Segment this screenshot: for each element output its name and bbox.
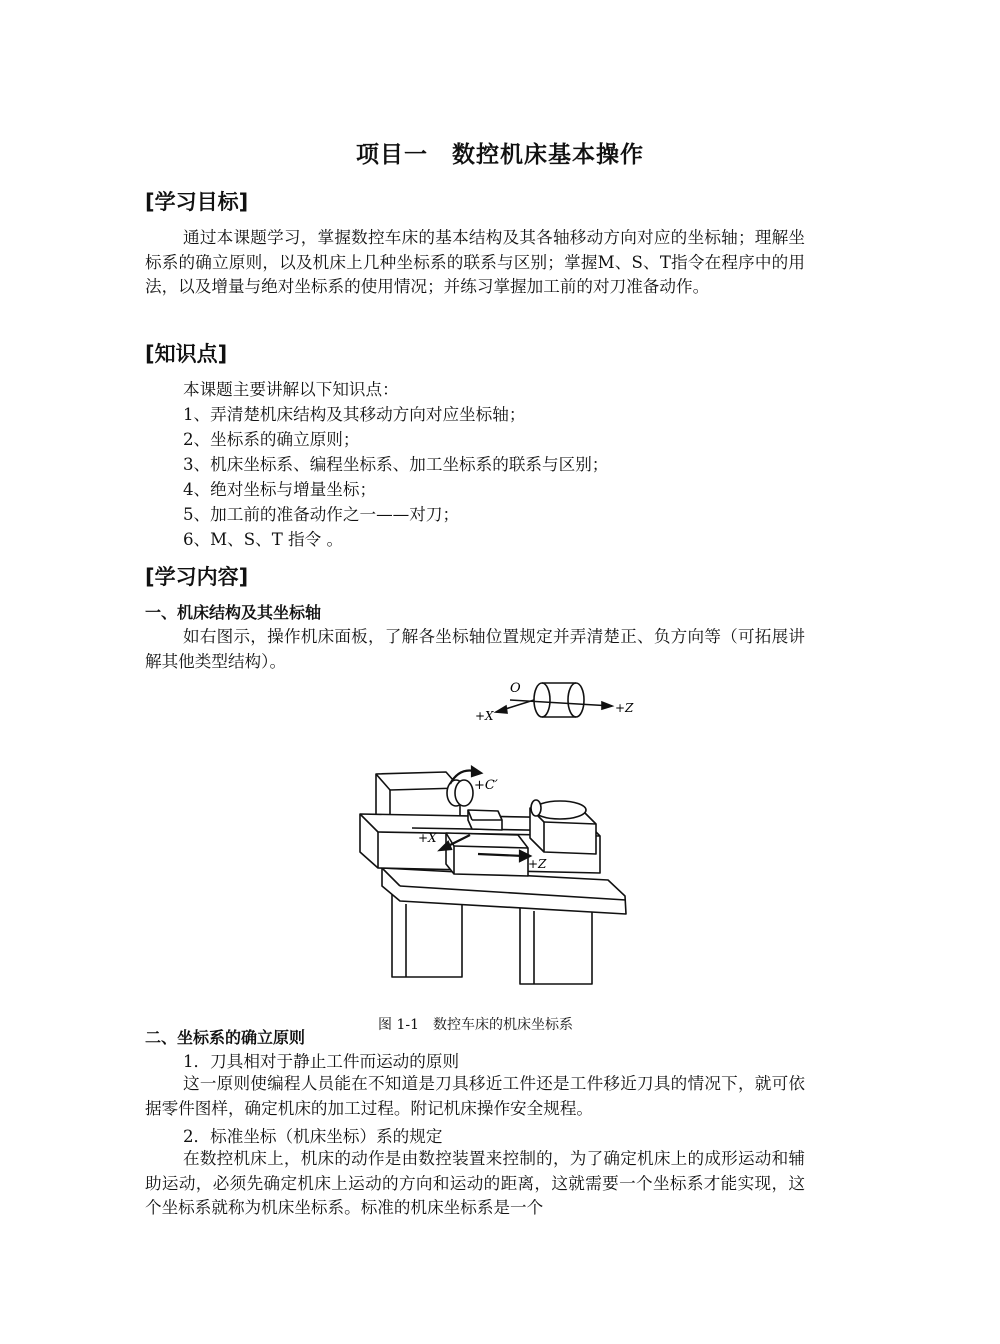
- page-title: 项目一 数控机床基本操作: [356, 142, 644, 168]
- part2-subtitle-1: 1．刀具相对于静止工件而运动的原则: [183, 1052, 460, 1071]
- part2-subtitle-2: 2．标准坐标（机床坐标）系的规定: [183, 1127, 443, 1146]
- heading-content: [学习内容]: [145, 565, 249, 589]
- label-c-axis: +C′: [474, 778, 498, 793]
- lathe-drawing: [360, 772, 626, 984]
- knowledge-item: 1、弄清楚机床结构及其移动方向对应坐标轴；: [183, 405, 526, 424]
- knowledge-item: 2、坐标系的确立原则；: [183, 430, 360, 449]
- part2-text-2: 在数控机床上，机床的动作是由数控装置来控制的，为了确定机床上的成形运动和辅助运动，必须先确定机床上运动的方向和运动的距离，这就需要一个坐标系才能实现，这个坐标系就称为机床坐标系。标准的机床坐标系是一个: [145, 1149, 805, 1217]
- heading-knowledge: [知识点]: [145, 342, 228, 366]
- knowledge-item: 5、加工前的准备动作之一——对刀；: [183, 505, 460, 524]
- objectives-text: 通过本课题学习，掌握数控车床的基本结构及其各轴移动方向对应的坐标轴；理解坐标系的确立原则，以及机床上几种坐标系的联系与区别；掌握M、S、T指令在程序中的用法，以及增量与绝对坐标系的使用情况；并练习掌握加工前的对刀准备动作。: [145, 228, 805, 296]
- figure-caption: 图 1-1 数控车床的机床坐标系: [378, 1017, 573, 1033]
- label-top-x: +X: [475, 709, 494, 723]
- label-lathe-x: +X: [418, 831, 437, 845]
- knowledge-item: 6、M、S、T 指令 。: [183, 530, 344, 549]
- part2-text-1: 这一原则使编程人员能在不知道是刀具移近工件还是工件移近刀具的情况下，就可依据零件图样，确定机床的加工过程。附记机床操作安全规程。: [145, 1074, 805, 1118]
- knowledge-item: 4、绝对坐标与增量坐标；: [183, 480, 377, 499]
- knowledge-item: 3、机床坐标系、编程坐标系、加工坐标系的联系与区别；: [183, 455, 609, 474]
- part2-heading: 二、坐标系的确立原则: [145, 1028, 306, 1047]
- part1-heading: 一、机床结构及其坐标轴: [145, 603, 322, 622]
- label-top-z: +Z: [615, 701, 634, 715]
- part1-text: 如右图示，操作机床面板，了解各坐标轴位置规定并弄清楚正、负方向等（可拓展讲解其他类型结构）。: [145, 627, 805, 671]
- heading-objectives: [学习目标]: [145, 190, 249, 214]
- lathe-coordinate-figure: [350, 668, 634, 990]
- label-lathe-z: +Z: [528, 857, 547, 871]
- label-origin: O: [510, 681, 521, 696]
- knowledge-intro: 本课题主要讲解以下知识点：: [183, 380, 399, 399]
